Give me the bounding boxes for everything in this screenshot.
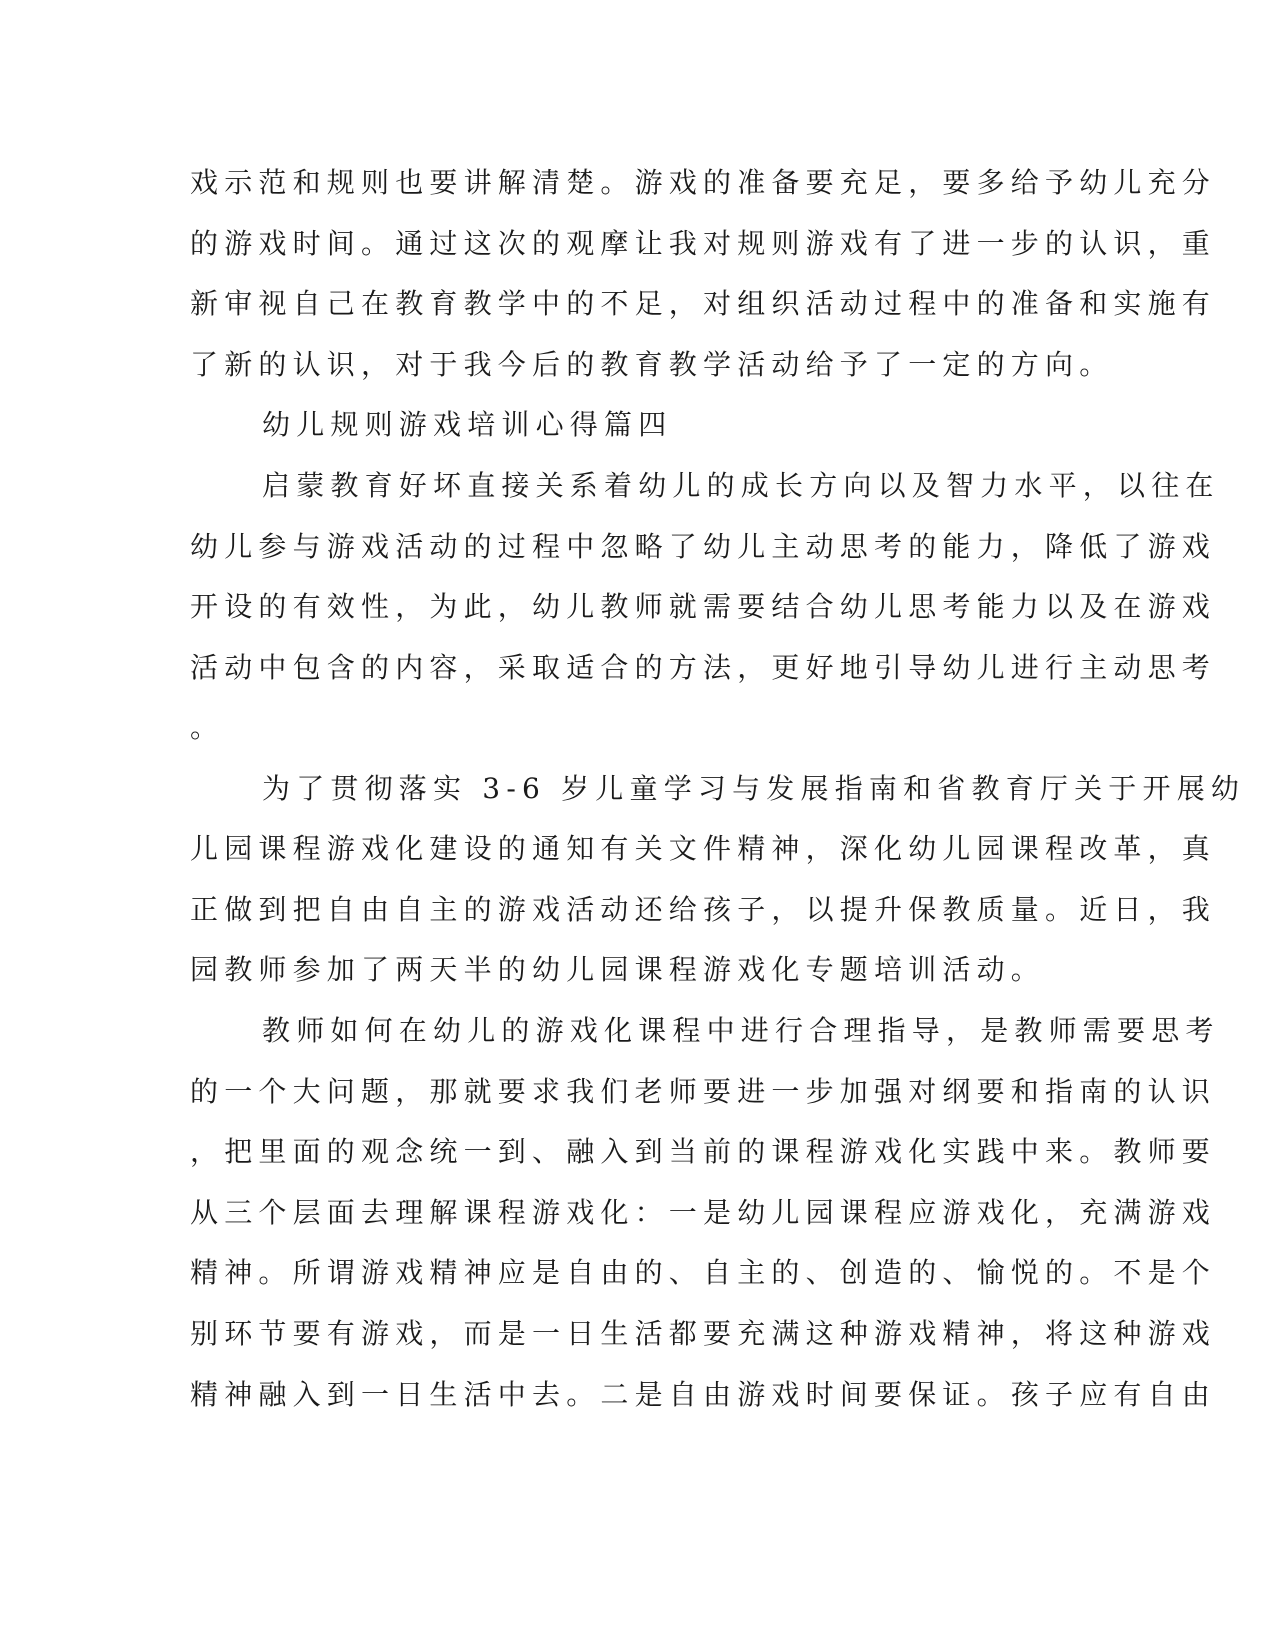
text-line: 精神。所谓游戏精神应是自由的、自主的、创造的、愉悦的。不是个: [190, 1256, 1217, 1289]
text-line: 正做到把自由自主的游戏活动还给孩子，以提升保教质量。近日，我: [190, 893, 1217, 926]
text-line: 开设的有效性，为此，幼儿教师就需要结合幼儿思考能力以及在游戏: [190, 590, 1217, 623]
text-line: 为了贯彻落实 3-6 岁儿童学习与发展指南和省教育厅关于开展幼: [262, 772, 1246, 805]
section-heading: 幼儿规则游戏培训心得篇四: [262, 408, 673, 441]
text-line: ，把里面的观念统一到、融入到当前的课程游戏化实践中来。教师要: [190, 1135, 1217, 1168]
text-line: 的游戏时间。通过这次的观摩让我对规则游戏有了进一步的认识，重: [190, 227, 1217, 260]
text-line: 园教师参加了两天半的幼儿园课程游戏化专题培训活动。: [190, 953, 1046, 986]
text-line: 儿园课程游戏化建设的通知有关文件精神，深化幼儿园课程改革，真: [190, 832, 1217, 865]
text-line: 的一个大问题，那就要求我们老师要进一步加强对纲要和指南的认识: [190, 1075, 1217, 1108]
text-line: 别环节要有游戏，而是一日生活都要充满这种游戏精神，将这种游戏: [190, 1317, 1217, 1350]
text-line: 了新的认识，对于我今后的教育教学活动给予了一定的方向。: [190, 348, 1114, 381]
text-line: 精神融入到一日生活中去。二是自由游戏时间要保证。孩子应有自由: [190, 1378, 1217, 1411]
text-line: 启蒙教育好坏直接关系着幼儿的成长方向以及智力水平，以往在: [262, 469, 1220, 502]
text-line: 。: [190, 711, 225, 744]
text-line: 新审视自己在教育教学中的不足，对组织活动过程中的准备和实施有: [190, 287, 1217, 320]
text-line: 从三个层面去理解课程游戏化：一是幼儿园课程应游戏化，充满游戏: [190, 1196, 1217, 1229]
text-line: 戏示范和规则也要讲解清楚。游戏的准备要充足，要多给予幼儿充分: [190, 166, 1217, 199]
text-line: 幼儿参与游戏活动的过程中忽略了幼儿主动思考的能力，降低了游戏: [190, 530, 1217, 563]
text-line: 活动中包含的内容，采取适合的方法，更好地引导幼儿进行主动思考: [190, 651, 1217, 684]
text-line: 教师如何在幼儿的游戏化课程中进行合理指导，是教师需要思考: [262, 1014, 1220, 1047]
